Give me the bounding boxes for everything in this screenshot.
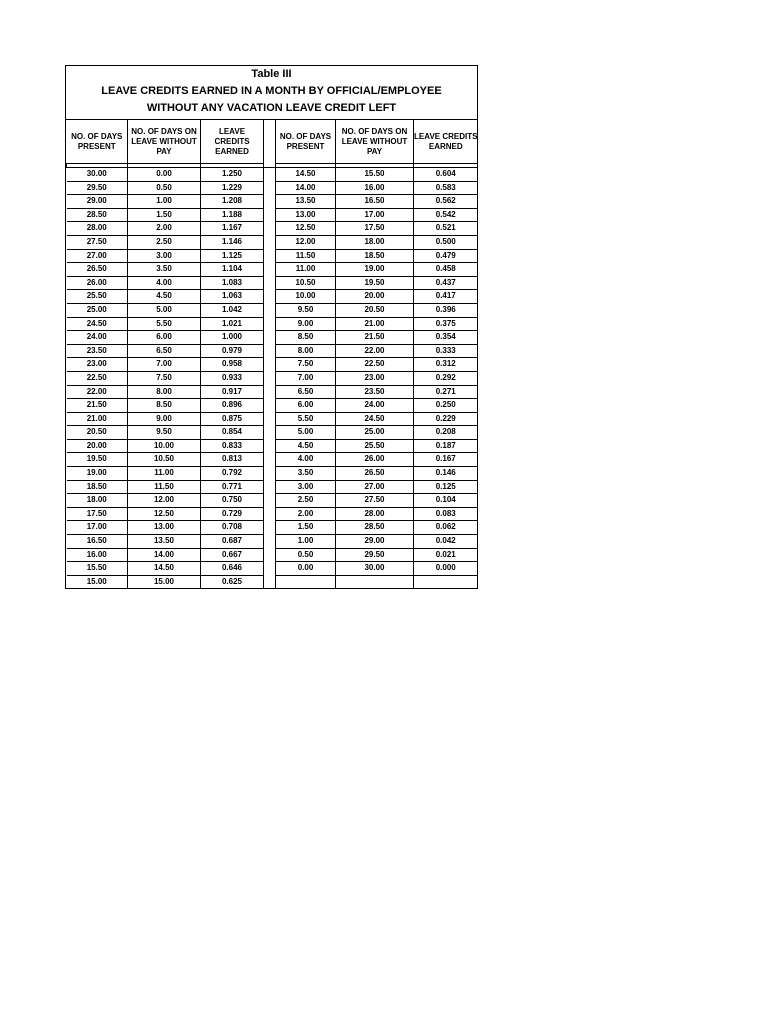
cell-days-leave-without-pay-right: 18.50 <box>336 249 414 263</box>
cell-days-leave-without-pay-right: 28.50 <box>336 521 414 535</box>
cell-days-present-right: 10.00 <box>276 290 336 304</box>
cell-leave-credits-earned-right: 0.375 <box>414 317 478 331</box>
table-row <box>67 426 478 440</box>
column-separator <box>264 317 276 331</box>
column-separator <box>264 507 276 521</box>
cell-days-present-right: 14.00 <box>276 181 336 195</box>
cell-days-leave-without-pay-right: 27.00 <box>336 480 414 494</box>
table-row <box>67 208 478 222</box>
cell-leave-credits-earned-right: 0.312 <box>414 358 478 372</box>
cell-leave-credits-earned-left: 0.729 <box>201 507 264 521</box>
table-row <box>67 222 478 236</box>
cell-leave-credits-earned-right: 0.562 <box>414 195 478 209</box>
cell-days-leave-without-pay-right: 27.50 <box>336 494 414 508</box>
cell-days-present-right: 13.00 <box>276 208 336 222</box>
cell-leave-credits-earned-left: 1.063 <box>201 290 264 304</box>
cell-days-present-right <box>276 575 336 588</box>
title-block <box>66 66 477 120</box>
cell-days-leave-without-pay-right: 29.00 <box>336 535 414 549</box>
cell-days-present-left: 20.50 <box>67 426 128 440</box>
cell-days-leave-without-pay-left: 10.00 <box>128 439 201 453</box>
header-days-present-right: NO. OF DAYS PRESENT <box>276 120 336 164</box>
column-separator <box>264 208 276 222</box>
cell-leave-credits-earned-left: 0.813 <box>201 453 264 467</box>
cell-days-present-left: 23.50 <box>67 344 128 358</box>
cell-days-leave-without-pay-right: 30.00 <box>336 562 414 576</box>
cell-days-present-right: 7.50 <box>276 358 336 372</box>
cell-leave-credits-earned-left: 1.208 <box>201 195 264 209</box>
column-separator <box>264 480 276 494</box>
table-row <box>67 575 478 588</box>
cell-leave-credits-earned-right: 0.125 <box>414 480 478 494</box>
column-separator <box>264 263 276 277</box>
cell-days-leave-without-pay-left: 7.00 <box>128 358 201 372</box>
cell-days-leave-without-pay-left: 6.50 <box>128 344 201 358</box>
cell-days-present-left: 23.00 <box>67 358 128 372</box>
cell-days-leave-without-pay-right: 15.50 <box>336 168 414 182</box>
cell-leave-credits-earned-right: 0.271 <box>414 385 478 399</box>
table-row <box>67 344 478 358</box>
table-row <box>67 303 478 317</box>
cell-days-present-right: 9.00 <box>276 317 336 331</box>
cell-days-leave-without-pay-left: 1.50 <box>128 208 201 222</box>
cell-days-leave-without-pay-left: 4.50 <box>128 290 201 304</box>
table-row <box>67 249 478 263</box>
cell-days-present-left: 19.50 <box>67 453 128 467</box>
cell-leave-credits-earned-left: 1.125 <box>201 249 264 263</box>
cell-leave-credits-earned-left: 1.167 <box>201 222 264 236</box>
column-separator <box>264 412 276 426</box>
cell-days-present-left: 29.00 <box>67 195 128 209</box>
cell-days-present-right: 5.50 <box>276 412 336 426</box>
cell-leave-credits-earned-right: 0.396 <box>414 303 478 317</box>
cell-days-present-left: 15.50 <box>67 562 128 576</box>
table-row <box>67 453 478 467</box>
table-row <box>67 480 478 494</box>
cell-days-present-right: 12.50 <box>276 222 336 236</box>
cell-days-leave-without-pay-right: 25.00 <box>336 426 414 440</box>
cell-leave-credits-earned-left: 1.188 <box>201 208 264 222</box>
cell-days-present-right: 2.50 <box>276 494 336 508</box>
column-separator <box>264 276 276 290</box>
cell-days-leave-without-pay-right: 24.50 <box>336 412 414 426</box>
cell-leave-credits-earned-left: 0.708 <box>201 521 264 535</box>
cell-leave-credits-earned-right: 0.437 <box>414 276 478 290</box>
cell-days-present-left: 26.50 <box>67 263 128 277</box>
cell-days-present-right: 0.00 <box>276 562 336 576</box>
table-row <box>67 412 478 426</box>
cell-days-leave-without-pay-left: 11.00 <box>128 467 201 481</box>
cell-days-present-right: 1.00 <box>276 535 336 549</box>
cell-days-present-right: 4.50 <box>276 439 336 453</box>
cell-days-leave-without-pay-left: 10.50 <box>128 453 201 467</box>
cell-days-present-right: 10.50 <box>276 276 336 290</box>
cell-days-leave-without-pay-right: 21.00 <box>336 317 414 331</box>
column-separator <box>264 521 276 535</box>
table-row <box>67 181 478 195</box>
cell-days-present-left: 19.00 <box>67 467 128 481</box>
cell-days-present-left: 25.50 <box>67 290 128 304</box>
cell-days-present-left: 24.50 <box>67 317 128 331</box>
cell-leave-credits-earned-left: 1.042 <box>201 303 264 317</box>
cell-leave-credits-earned-left: 0.958 <box>201 358 264 372</box>
column-separator <box>264 331 276 345</box>
table-row <box>67 290 478 304</box>
column-separator <box>264 344 276 358</box>
cell-days-present-left: 27.00 <box>67 249 128 263</box>
cell-leave-credits-earned-right: 0.479 <box>414 249 478 263</box>
cell-days-leave-without-pay-left: 13.50 <box>128 535 201 549</box>
cell-days-leave-without-pay-right: 21.50 <box>336 331 414 345</box>
column-separator <box>264 195 276 209</box>
cell-days-leave-without-pay-left: 8.00 <box>128 385 201 399</box>
cell-leave-credits-earned-right: 0.458 <box>414 263 478 277</box>
column-separator <box>264 120 276 164</box>
table-row <box>67 195 478 209</box>
cell-days-present-left: 27.50 <box>67 235 128 249</box>
cell-days-present-left: 29.50 <box>67 181 128 195</box>
cell-leave-credits-earned-left: 0.854 <box>201 426 264 440</box>
cell-days-present-right: 6.50 <box>276 385 336 399</box>
cell-days-leave-without-pay-left: 12.50 <box>128 507 201 521</box>
cell-days-leave-without-pay-right: 16.50 <box>336 195 414 209</box>
cell-days-leave-without-pay-left: 1.00 <box>128 195 201 209</box>
cell-days-leave-without-pay-left: 0.50 <box>128 181 201 195</box>
column-separator <box>264 453 276 467</box>
cell-days-present-right: 2.00 <box>276 507 336 521</box>
cell-days-leave-without-pay-right <box>336 575 414 588</box>
cell-days-leave-without-pay-right: 23.50 <box>336 385 414 399</box>
cell-leave-credits-earned-left: 0.979 <box>201 344 264 358</box>
cell-days-present-left: 15.00 <box>67 575 128 588</box>
cell-leave-credits-earned-right: 0.500 <box>414 235 478 249</box>
cell-days-present-right: 4.00 <box>276 453 336 467</box>
column-separator <box>264 303 276 317</box>
table-row <box>67 358 478 372</box>
cell-days-present-right: 0.50 <box>276 548 336 562</box>
cell-days-leave-without-pay-left: 14.50 <box>128 562 201 576</box>
table-row <box>67 235 478 249</box>
cell-days-leave-without-pay-left: 14.00 <box>128 548 201 562</box>
table-body <box>67 168 478 589</box>
table-row <box>67 494 478 508</box>
header-row <box>67 120 478 164</box>
cell-days-leave-without-pay-left: 5.00 <box>128 303 201 317</box>
column-separator <box>264 181 276 195</box>
cell-leave-credits-earned-left: 0.833 <box>201 439 264 453</box>
cell-leave-credits-earned-left: 0.687 <box>201 535 264 549</box>
cell-days-leave-without-pay-left: 3.50 <box>128 263 201 277</box>
cell-days-leave-without-pay-right: 17.50 <box>336 222 414 236</box>
cell-days-present-left: 18.00 <box>67 494 128 508</box>
cell-leave-credits-earned-right: 0.583 <box>414 181 478 195</box>
cell-leave-credits-earned-right: 0.521 <box>414 222 478 236</box>
table-title: Table III <box>251 68 292 80</box>
cell-days-present-left: 22.50 <box>67 371 128 385</box>
table-row <box>67 562 478 576</box>
cell-days-present-left: 28.00 <box>67 222 128 236</box>
cell-leave-credits-earned-right: 0.354 <box>414 331 478 345</box>
header-leave-credits-earned-right: LEAVE CREDITS EARNED <box>414 120 478 164</box>
table-row <box>67 548 478 562</box>
column-separator <box>264 562 276 576</box>
cell-days-present-left: 26.00 <box>67 276 128 290</box>
header-leave-credits-earned-left: LEAVE CREDITS EARNED <box>201 120 264 164</box>
cell-leave-credits-earned-right: 0.000 <box>414 562 478 576</box>
cell-days-leave-without-pay-left: 15.00 <box>128 575 201 588</box>
cell-days-leave-without-pay-right: 26.50 <box>336 467 414 481</box>
cell-days-present-right: 3.50 <box>276 467 336 481</box>
column-separator <box>264 426 276 440</box>
cell-leave-credits-earned-right: 0.292 <box>414 371 478 385</box>
table-row <box>67 276 478 290</box>
table-subtitle-line-2: WITHOUT ANY VACATION LEAVE CREDIT LEFT <box>146 102 397 114</box>
cell-days-leave-without-pay-right: 26.00 <box>336 453 414 467</box>
column-separator <box>264 371 276 385</box>
cell-days-present-right: 11.00 <box>276 263 336 277</box>
column-separator <box>264 535 276 549</box>
cell-days-leave-without-pay-left: 7.50 <box>128 371 201 385</box>
cell-leave-credits-earned-left: 1.104 <box>201 263 264 277</box>
header-days-leave-without-pay-right: NO. OF DAYS ON LEAVE WITHOUT PAY <box>336 120 414 164</box>
cell-days-present-left: 17.50 <box>67 507 128 521</box>
header-days-leave-without-pay-left: NO. OF DAYS ON LEAVE WITHOUT PAY <box>128 120 201 164</box>
cell-leave-credits-earned-right: 0.250 <box>414 399 478 413</box>
cell-leave-credits-earned-right: 0.167 <box>414 453 478 467</box>
table-row <box>67 399 478 413</box>
cell-days-leave-without-pay-left: 4.00 <box>128 276 201 290</box>
cell-days-leave-without-pay-left: 5.50 <box>128 317 201 331</box>
cell-days-present-right: 7.00 <box>276 371 336 385</box>
cell-days-leave-without-pay-right: 17.00 <box>336 208 414 222</box>
cell-leave-credits-earned-left: 1.000 <box>201 331 264 345</box>
cell-days-leave-without-pay-right: 16.00 <box>336 181 414 195</box>
cell-days-present-right: 8.00 <box>276 344 336 358</box>
cell-days-leave-without-pay-right: 22.00 <box>336 344 414 358</box>
table-row <box>67 439 478 453</box>
cell-leave-credits-earned-right: 0.062 <box>414 521 478 535</box>
cell-leave-credits-earned-left: 0.792 <box>201 467 264 481</box>
cell-days-present-right: 8.50 <box>276 331 336 345</box>
cell-days-leave-without-pay-right: 19.00 <box>336 263 414 277</box>
cell-leave-credits-earned-right: 0.021 <box>414 548 478 562</box>
cell-leave-credits-earned-right: 0.187 <box>414 439 478 453</box>
column-separator <box>264 290 276 304</box>
cell-leave-credits-earned-left: 0.625 <box>201 575 264 588</box>
cell-leave-credits-earned-left: 0.917 <box>201 385 264 399</box>
table-row <box>67 521 478 535</box>
table-row <box>67 317 478 331</box>
table-subtitle-line-1: LEAVE CREDITS EARNED IN A MONTH BY OFFICIAL/EMPLOYEE <box>101 85 442 97</box>
column-separator <box>264 548 276 562</box>
cell-leave-credits-earned-left: 0.646 <box>201 562 264 576</box>
leave-credits-table <box>66 120 478 588</box>
cell-days-leave-without-pay-left: 9.50 <box>128 426 201 440</box>
column-separator <box>264 494 276 508</box>
cell-days-present-right: 6.00 <box>276 399 336 413</box>
cell-days-present-left: 20.00 <box>67 439 128 453</box>
cell-days-leave-without-pay-right: 29.50 <box>336 548 414 562</box>
cell-days-present-left: 28.50 <box>67 208 128 222</box>
cell-days-leave-without-pay-right: 24.00 <box>336 399 414 413</box>
cell-days-present-left: 18.50 <box>67 480 128 494</box>
cell-days-leave-without-pay-right: 25.50 <box>336 439 414 453</box>
cell-leave-credits-earned-right: 0.542 <box>414 208 478 222</box>
cell-leave-credits-earned-right: 0.146 <box>414 467 478 481</box>
cell-days-present-left: 25.00 <box>67 303 128 317</box>
table-row <box>67 467 478 481</box>
cell-leave-credits-earned-right: 0.208 <box>414 426 478 440</box>
cell-leave-credits-earned-right: 0.083 <box>414 507 478 521</box>
column-separator <box>264 467 276 481</box>
cell-leave-credits-earned-left: 1.083 <box>201 276 264 290</box>
cell-leave-credits-earned-left: 0.667 <box>201 548 264 562</box>
cell-days-leave-without-pay-left: 9.00 <box>128 412 201 426</box>
cell-leave-credits-earned-left: 0.771 <box>201 480 264 494</box>
cell-days-present-left: 16.00 <box>67 548 128 562</box>
cell-days-leave-without-pay-right: 18.00 <box>336 235 414 249</box>
header-days-present-left: NO. OF DAYS PRESENT <box>67 120 128 164</box>
leave-credits-table-sheet <box>65 65 478 589</box>
cell-days-leave-without-pay-left: 0.00 <box>128 168 201 182</box>
cell-days-present-right: 9.50 <box>276 303 336 317</box>
cell-leave-credits-earned-left: 0.933 <box>201 371 264 385</box>
cell-leave-credits-earned-left: 0.875 <box>201 412 264 426</box>
cell-days-leave-without-pay-left: 13.00 <box>128 521 201 535</box>
cell-days-present-left: 21.00 <box>67 412 128 426</box>
column-separator <box>264 358 276 372</box>
cell-days-leave-without-pay-right: 28.00 <box>336 507 414 521</box>
column-separator <box>264 385 276 399</box>
cell-leave-credits-earned-right: 0.604 <box>414 168 478 182</box>
cell-days-present-left: 30.00 <box>67 168 128 182</box>
cell-days-leave-without-pay-right: 20.00 <box>336 290 414 304</box>
cell-leave-credits-earned-right: 0.417 <box>414 290 478 304</box>
cell-days-leave-without-pay-left: 3.00 <box>128 249 201 263</box>
cell-days-leave-without-pay-right: 22.50 <box>336 358 414 372</box>
cell-days-present-left: 21.50 <box>67 399 128 413</box>
cell-days-present-left: 24.00 <box>67 331 128 345</box>
cell-days-leave-without-pay-right: 19.50 <box>336 276 414 290</box>
cell-days-present-right: 12.00 <box>276 235 336 249</box>
cell-leave-credits-earned-left: 1.146 <box>201 235 264 249</box>
cell-leave-credits-earned-left: 1.229 <box>201 181 264 195</box>
cell-days-present-left: 16.50 <box>67 535 128 549</box>
column-separator <box>264 222 276 236</box>
cell-days-present-left: 17.00 <box>67 521 128 535</box>
table-row <box>67 263 478 277</box>
column-separator <box>264 399 276 413</box>
column-separator <box>264 439 276 453</box>
cell-days-leave-without-pay-left: 6.00 <box>128 331 201 345</box>
cell-days-present-right: 11.50 <box>276 249 336 263</box>
cell-leave-credits-earned-left: 0.896 <box>201 399 264 413</box>
cell-leave-credits-earned-right: 0.333 <box>414 344 478 358</box>
column-separator <box>264 575 276 588</box>
cell-days-present-right: 14.50 <box>276 168 336 182</box>
cell-days-present-right: 3.00 <box>276 480 336 494</box>
table-row <box>67 168 478 182</box>
table-row <box>67 507 478 521</box>
table-row <box>67 371 478 385</box>
cell-days-leave-without-pay-right: 20.50 <box>336 303 414 317</box>
cell-leave-credits-earned-left: 1.250 <box>201 168 264 182</box>
cell-days-leave-without-pay-right: 23.00 <box>336 371 414 385</box>
cell-leave-credits-earned-left: 0.750 <box>201 494 264 508</box>
table-row <box>67 535 478 549</box>
cell-days-present-right: 5.00 <box>276 426 336 440</box>
cell-days-present-left: 22.00 <box>67 385 128 399</box>
table-row <box>67 331 478 345</box>
cell-days-leave-without-pay-left: 11.50 <box>128 480 201 494</box>
cell-leave-credits-earned-left: 1.021 <box>201 317 264 331</box>
cell-leave-credits-earned-right: 0.042 <box>414 535 478 549</box>
cell-days-present-right: 13.50 <box>276 195 336 209</box>
cell-leave-credits-earned-right <box>414 575 478 588</box>
cell-leave-credits-earned-right: 0.229 <box>414 412 478 426</box>
cell-days-leave-without-pay-left: 2.00 <box>128 222 201 236</box>
table-row <box>67 385 478 399</box>
cell-leave-credits-earned-right: 0.104 <box>414 494 478 508</box>
column-separator <box>264 235 276 249</box>
cell-days-leave-without-pay-left: 12.00 <box>128 494 201 508</box>
cell-days-leave-without-pay-left: 8.50 <box>128 399 201 413</box>
column-separator <box>264 249 276 263</box>
cell-days-present-right: 1.50 <box>276 521 336 535</box>
cell-days-leave-without-pay-left: 2.50 <box>128 235 201 249</box>
column-separator <box>264 168 276 182</box>
